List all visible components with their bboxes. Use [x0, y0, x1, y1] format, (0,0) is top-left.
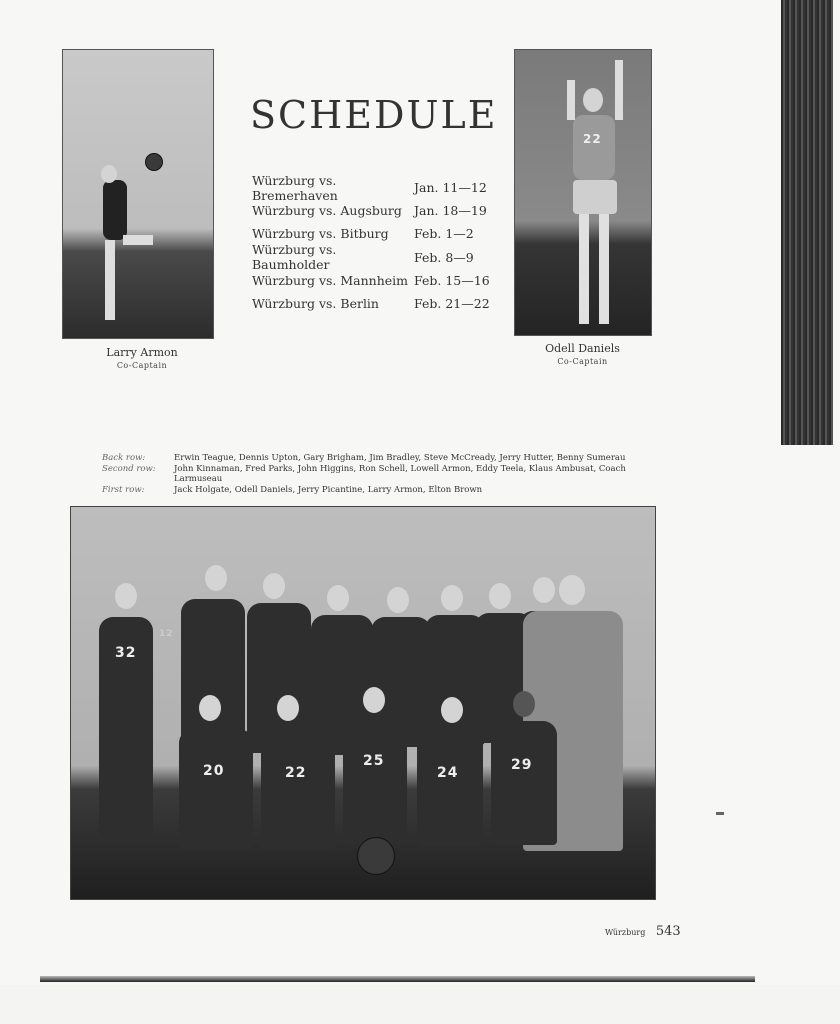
- player-head: [199, 695, 221, 721]
- coach-head: [559, 575, 585, 605]
- jersey-number: 32: [115, 645, 137, 661]
- player-figure: [573, 115, 615, 180]
- basketball: [145, 153, 163, 171]
- portrait-role-left: Co-Captain: [116, 361, 168, 370]
- portrait-caption-left: [62, 346, 222, 370]
- team-photo: [70, 506, 656, 900]
- roster-names: Erwin Teague, Dennis Upton, Gary Brigham, Jim Bradley, Steve McCready, Jerry Hutter, Benny Sumerau: [174, 453, 626, 463]
- player-shorts: [573, 180, 617, 214]
- portrait-photo-left: [62, 49, 214, 339]
- player-figure: [103, 180, 127, 240]
- player-arm: [615, 60, 623, 120]
- player-head: [263, 573, 285, 599]
- roster-line: [102, 453, 632, 463]
- jersey-number: 22: [285, 765, 307, 781]
- schedule-date: Feb. 15—16: [414, 272, 490, 288]
- page-footer: [605, 924, 681, 939]
- schedule-date: Feb. 1—2: [414, 226, 474, 242]
- player-head: [327, 585, 349, 611]
- roster-line: [102, 485, 632, 495]
- page-speck: [716, 812, 724, 815]
- jersey-number: 20: [203, 763, 225, 779]
- footer-school: Würzburg: [605, 928, 646, 937]
- page-number: 543: [655, 924, 681, 939]
- schedule-match: Würzburg vs. Bremerhaven: [252, 172, 338, 203]
- schedule-row: [252, 292, 494, 315]
- schedule-match: Würzburg vs. Bitburg: [252, 226, 389, 242]
- player-head: [583, 88, 603, 112]
- binding-strip: [781, 0, 833, 445]
- player-leg: [579, 214, 589, 324]
- player-leg: [105, 240, 115, 320]
- portrait-photo-right: [514, 49, 652, 336]
- jersey-number: 12: [159, 629, 174, 639]
- kneeling-player: [343, 723, 407, 845]
- player-leg: [123, 235, 153, 245]
- basketball: [357, 837, 395, 875]
- portrait-caption-right: [505, 342, 660, 366]
- schedule-table: [252, 172, 494, 315]
- player-head: [205, 565, 227, 591]
- roster-label: Back row:: [102, 453, 146, 463]
- page-edge-shadow: [40, 976, 755, 982]
- roster-names: John Kinnaman, Fred Parks, John Higgins, Ron Schell, Lowell Armon, Eddy Teela, Klaus Ambusat, Coach Larmuseau: [174, 464, 626, 484]
- schedule-date: Jan. 18—19: [414, 203, 487, 219]
- roster-label: First row:: [102, 485, 145, 495]
- schedule-date: Feb. 21—22: [414, 296, 490, 312]
- portrait-name-right: Odell Daniels: [545, 342, 620, 355]
- roster-caption: [102, 453, 632, 496]
- schedule-match: Würzburg vs. Baumholder: [252, 242, 337, 273]
- schedule-row: [252, 269, 494, 292]
- schedule-match: Würzburg vs. Augsburg: [252, 203, 402, 219]
- player-head: [363, 687, 385, 713]
- schedule-row: [252, 199, 494, 222]
- jersey-number: 25: [363, 753, 385, 769]
- portrait-role-right: Co-Captain: [557, 357, 608, 366]
- player-head: [533, 577, 555, 603]
- schedule-row: [252, 172, 494, 203]
- player-head: [277, 695, 299, 721]
- jersey-number: 22: [583, 132, 602, 146]
- portrait-name-left: Larry Armon: [106, 346, 178, 359]
- schedule-match: Würzburg vs. Mannheim: [252, 272, 409, 288]
- player-head: [387, 587, 409, 613]
- schedule-row: [252, 242, 494, 273]
- player-leg: [599, 214, 609, 324]
- schedule-date: Feb. 8—9: [414, 249, 474, 265]
- player-head: [489, 583, 511, 609]
- schedule-date: Jan. 11—12: [414, 180, 487, 196]
- roster-label: Second row:: [102, 464, 156, 474]
- jersey-number: 29: [511, 757, 533, 773]
- page-title: SCHEDULE: [250, 93, 498, 137]
- player-head: [101, 165, 117, 183]
- schedule-match: Würzburg vs. Berlin: [252, 296, 379, 312]
- kneeling-player: [261, 731, 335, 849]
- kneeling-player: [417, 729, 483, 847]
- player-head: [513, 691, 535, 717]
- player-arm: [567, 80, 575, 120]
- roster-line: [102, 464, 632, 484]
- jersey-number: 24: [437, 765, 459, 781]
- kneeling-player: [491, 721, 557, 845]
- player-head: [441, 585, 463, 611]
- roster-names: Jack Holgate, Odell Daniels, Jerry Picantine, Larry Armon, Elton Brown: [174, 485, 483, 495]
- player-head: [441, 697, 463, 723]
- player-head: [115, 583, 137, 609]
- kneeling-player: [179, 729, 253, 849]
